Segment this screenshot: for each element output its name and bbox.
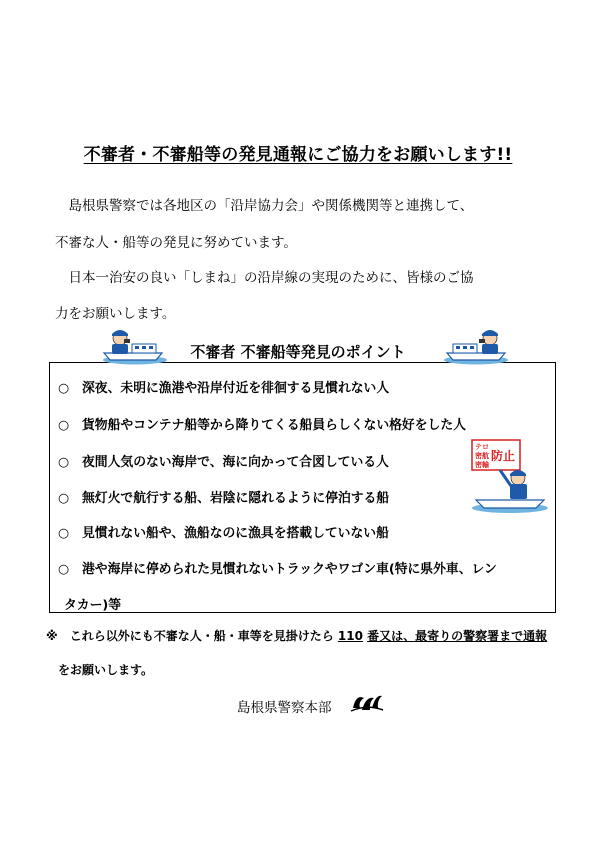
officer-sign-illustration (470, 438, 550, 514)
page-title: 不審者・不審船等の発見通報にご協力をお願いします!! (83, 145, 513, 165)
intro-line: 力をお願いします。 (55, 306, 176, 322)
circle-mark: ○ (58, 526, 70, 541)
note-line: ※ これら以外にも不審な人・船・車等を見掛けたら 110 番又は、最寄りの警察署まで通報 (46, 629, 548, 643)
point-item: ○ 貨物船やコンテナ船等から降りてくる船員らしくない格好をした人 (58, 418, 466, 433)
sign-text: 防止 (491, 449, 516, 463)
note-line: をお願いします。 (58, 663, 154, 677)
point-item-continued: タカー)等 (64, 598, 122, 613)
intro-line: 不審な人・船等の発見に努めています。 (55, 235, 297, 251)
circle-mark: ○ (58, 491, 70, 506)
point-item: ○ 夜間人気のない海岸で、海に向かって合図している人 (58, 455, 389, 470)
point-item: ○ 無灯火で航行する船、岩陰に隠れるように停泊する船 (58, 491, 390, 506)
circle-mark: ○ (58, 455, 70, 470)
intro-line: 日本一治安の良い「しまね」の沿岸線の実現のために、皆様のご協 (68, 270, 474, 286)
point-item: ○ 港や海岸に停められた見慣れないトラックやワゴン車(特に県外車、レン (58, 562, 497, 577)
circle-mark: ○ (58, 381, 70, 396)
sign-text: 密航 (475, 452, 489, 460)
note-mark: ※ (46, 629, 58, 643)
footer-org: 島根県警察本部 (237, 700, 332, 716)
intro-line: 島根県警察では各地区の「沿岸協力会」や関係機関等と連携して、 (68, 198, 474, 214)
points-heading: 不審者 不審船等発見のポイント (190, 343, 406, 361)
police-logo-icon (350, 690, 384, 714)
circle-mark: ○ (58, 418, 70, 433)
circle-mark: ○ (58, 562, 70, 577)
point-item: ○ 見慣れない船や、漁船なのに漁具を搭載していない船 (58, 526, 389, 541)
sign-text: 密輸 (475, 461, 489, 469)
point-item: ○ 深夜、未明に漁港や沿岸付近を徘徊する見慣れない人 (58, 381, 390, 396)
sign-text: テロ (475, 443, 489, 451)
